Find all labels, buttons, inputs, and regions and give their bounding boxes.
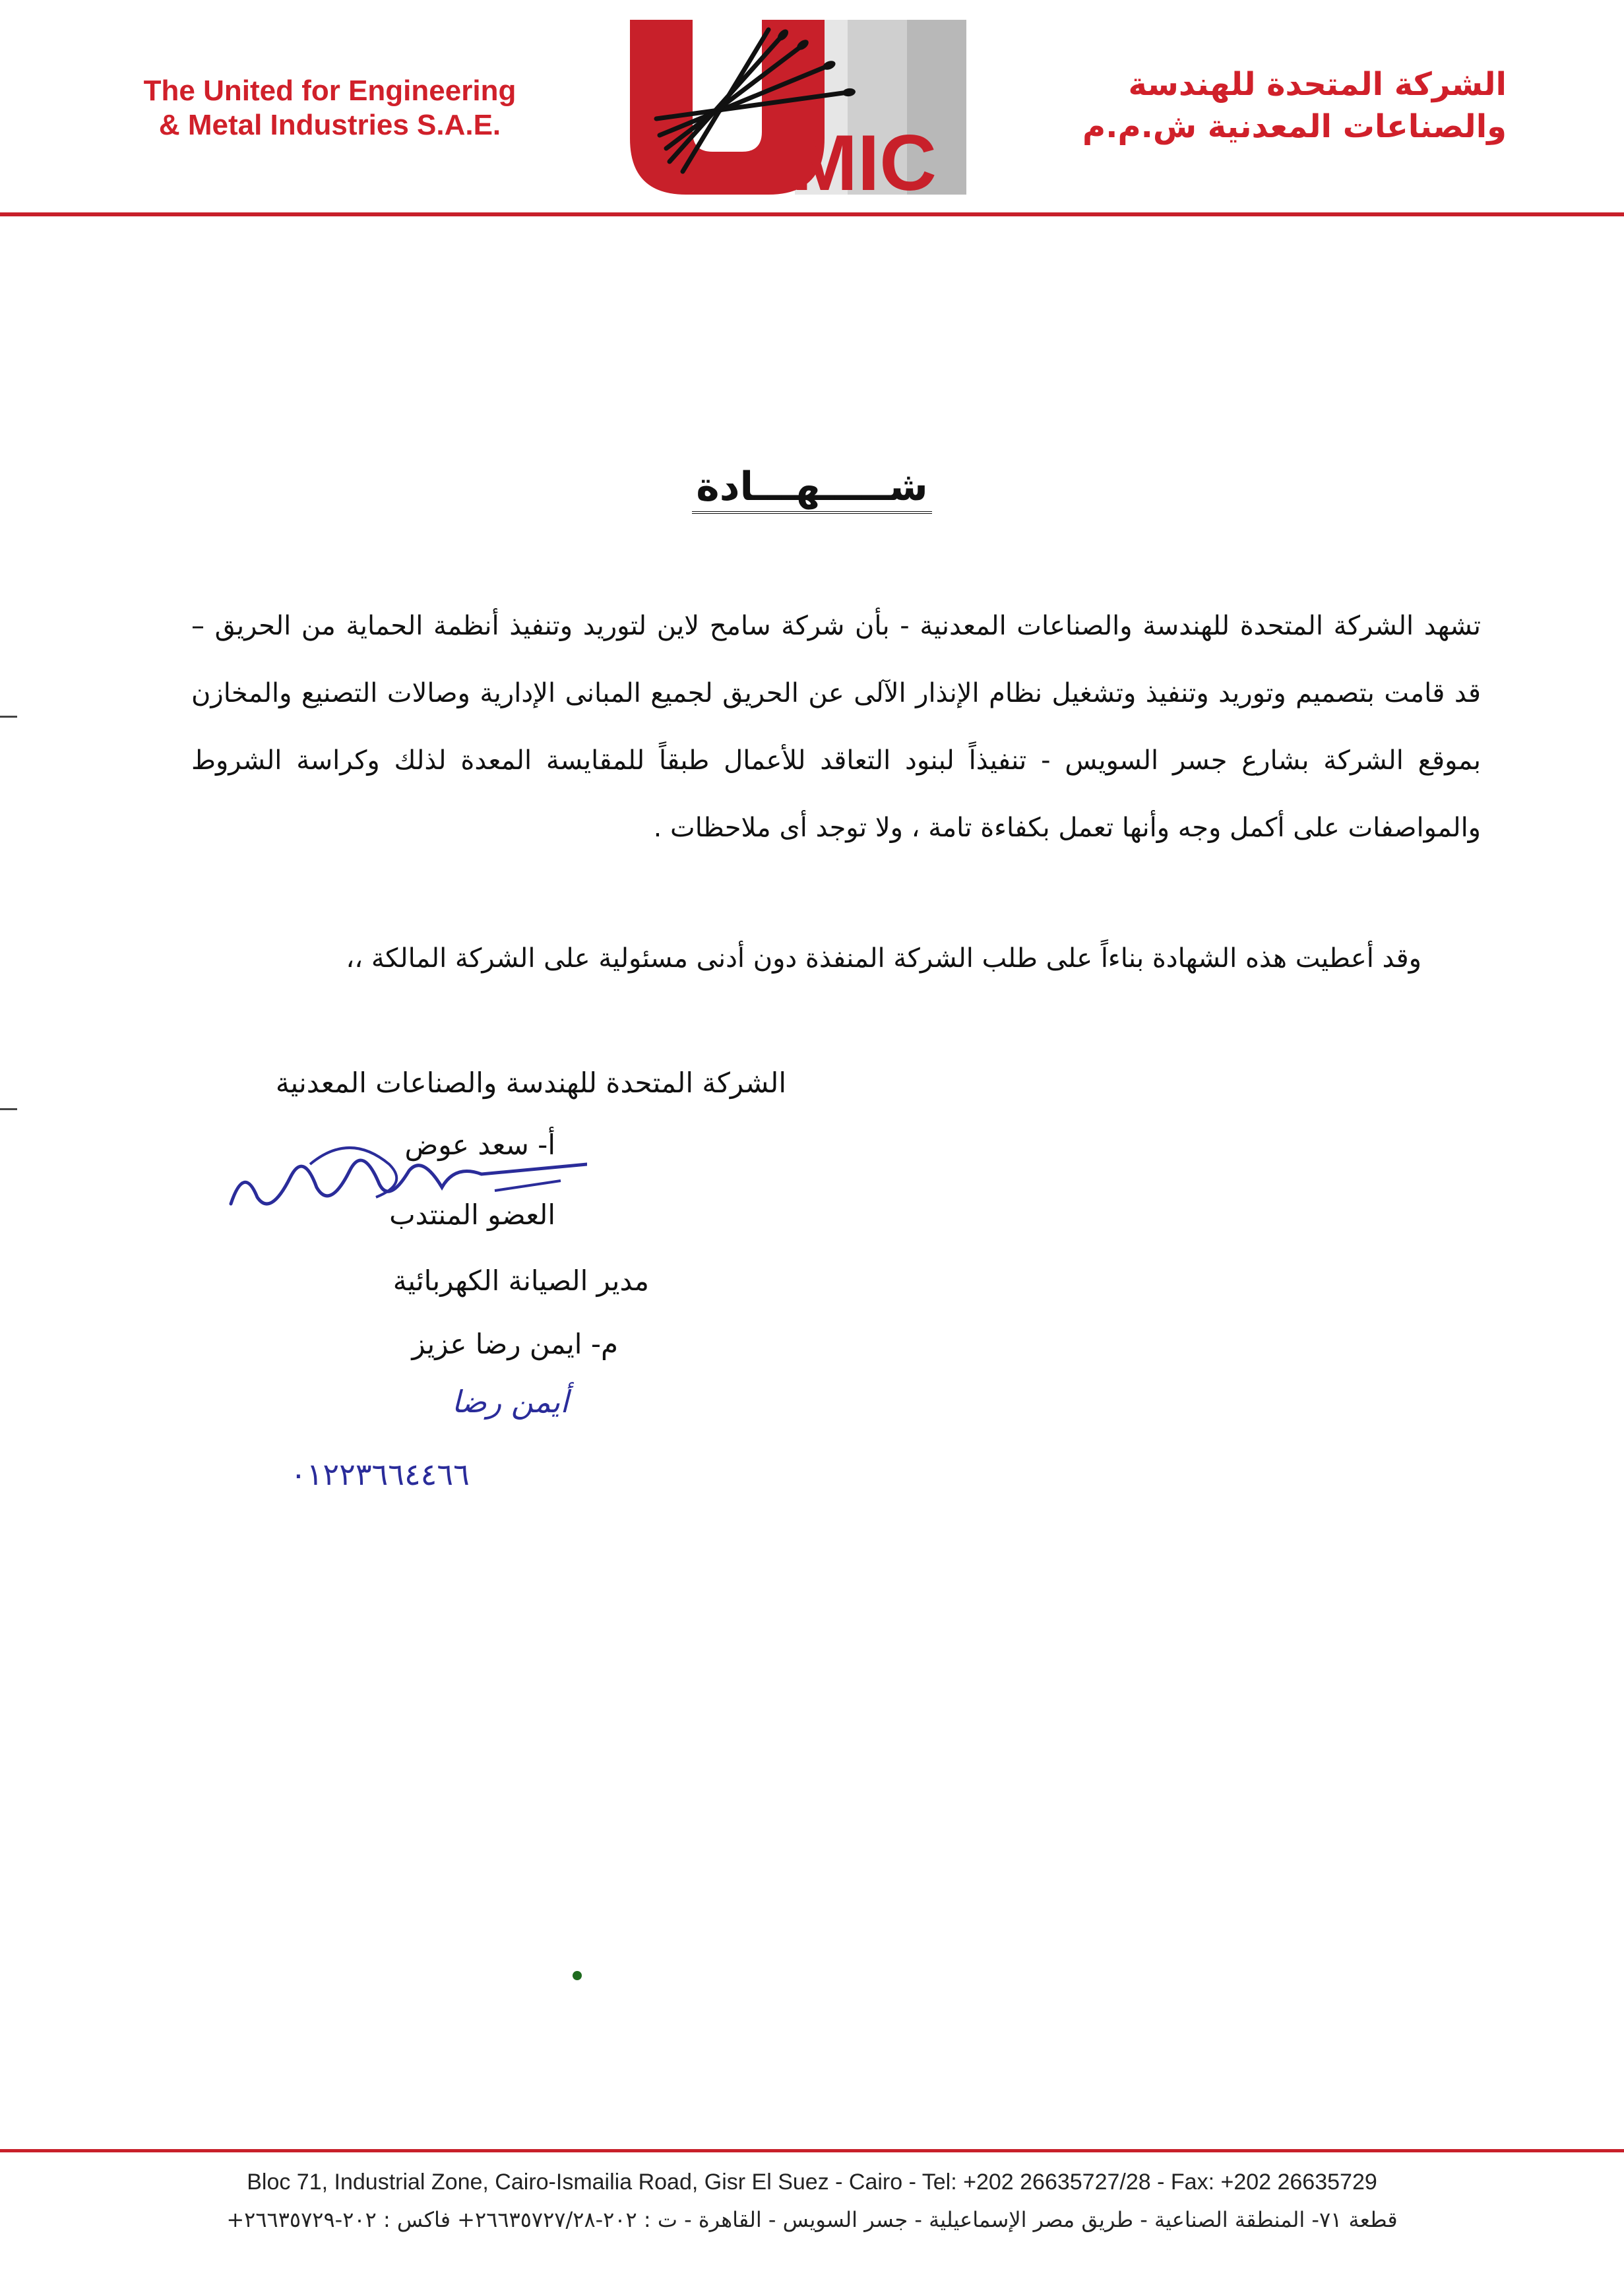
margin-mark	[0, 716, 17, 718]
svg-text:MIC: MIC	[792, 119, 937, 195]
ink-dot	[573, 1971, 582, 1980]
footer-divider	[0, 2149, 1624, 2152]
company-name-english	[99, 74, 561, 142]
engineer-title: مدير الصيانة الكهربائية	[392, 1265, 649, 1297]
footer-address-english: Bloc 71, Industrial Zone, Cairo-Ismailia Road, Gisr El Suez - Cairo - Tel: +202 26635727/28 - Fax: +202 26635729	[247, 2170, 1377, 2195]
margin-mark	[0, 1108, 17, 1110]
signer-role: العضو المنتدب	[389, 1199, 555, 1231]
document-title	[0, 460, 1624, 513]
company-name-arabic-line1: الشركة المتحدة للهندسة	[1128, 66, 1507, 103]
company-name-arabic-line2: والصناعات المعدنية ش.م.م	[1082, 108, 1507, 145]
umic-logo	[630, 20, 966, 195]
certificate-body	[191, 592, 1481, 861]
closing-statement: وقد أعطيت هذه الشهادة بناءاً على طلب الشركة المنفذة دون أدنى مسئولية على الشركة المالكة ،،	[346, 943, 1421, 974]
document-title-text: شـــــهـــادة	[692, 464, 931, 514]
company-name-arabic	[1032, 63, 1507, 148]
certificate-paragraph: تشهد الشركة المتحدة للهندسة والصناعات المعدنية - بأن شركة سامح لاين لتوريد وتنفيذ أنظمة الحماية من الحريق – قد قامت بتصميم وتوريد وتنفيذ وتشغيل نظام الإنذار الآلى عن الحريق لجميع المبانى الإدارية وصالات التصنيع والمخازن بموقع الشركة بشارع جسر السويس - تنفيذاً لبنود التعاقد للأعمال طبقاً للمقايسة المعدة لذلك وكراسة الشروط والمواصفات على أكمل وجه وأنها تعمل بكفاءة تامة ، ولا توجد أى ملاحظات .	[191, 611, 1481, 843]
company-name-english-line2: & Metal Industries S.A.E.	[158, 109, 501, 141]
header-divider	[0, 212, 1624, 216]
signer-name: أ- سعد عوض	[404, 1129, 555, 1161]
footer-address-arabic: قطعة ٧١- المنطقة الصناعية - طريق مصر الإسماعيلية - جسر السويس - القاهرة - ت : ٢٠٢-٢٦٦٣٥٧٢٧/٢٨+ فاكس : ٢٠٢-٢٦٦٣٥٧٢٩+	[226, 2207, 1398, 2232]
handwritten-name: أيمن رضا	[451, 1384, 569, 1420]
handwritten-phone: ٠١٢٢٣٦٦٤٤٦٦	[290, 1456, 470, 1492]
company-name-english-line1: The United for Engineering	[143, 75, 516, 107]
signatory-company: الشركة المتحدة للهندسة والصناعات المعدنية	[275, 1067, 786, 1099]
engineer-name: م- ايمن رضا عزيز	[412, 1328, 618, 1360]
